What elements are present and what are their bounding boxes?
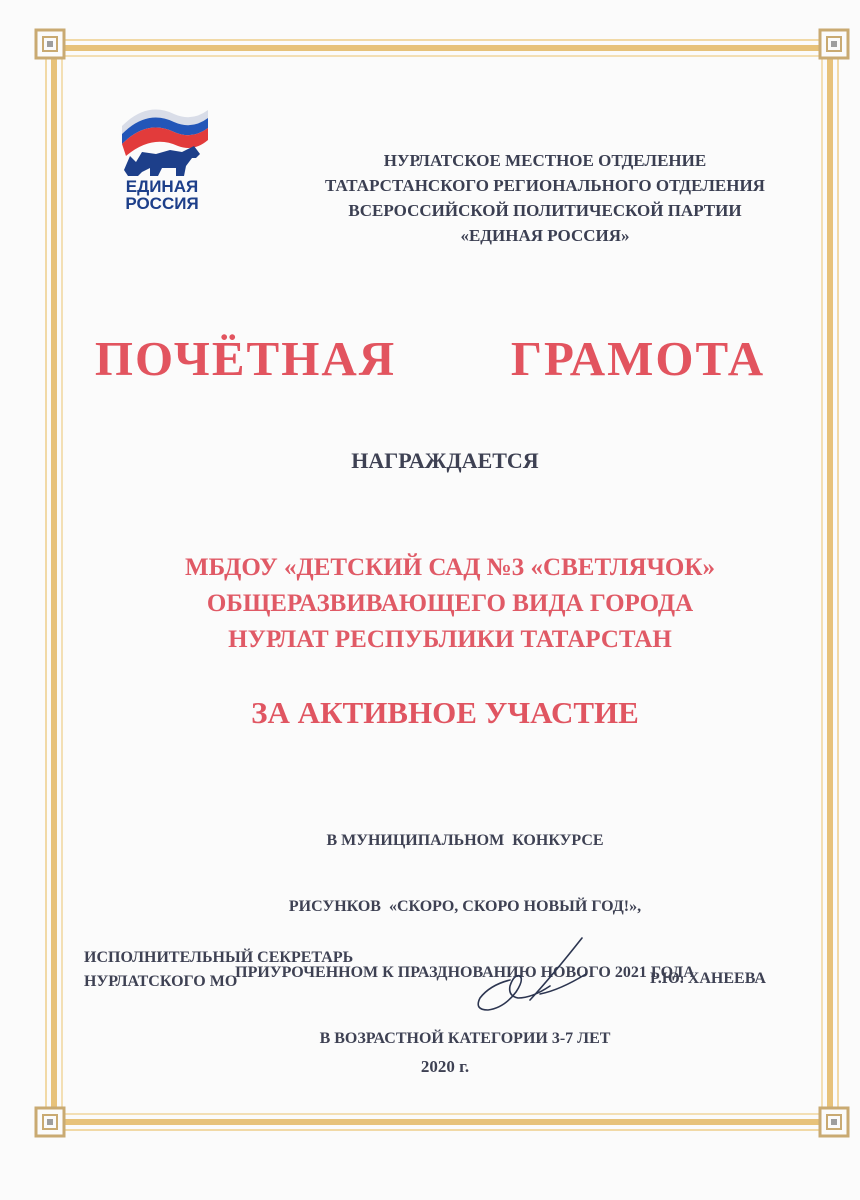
- org-line: ВСЕРОССИЙСКОЙ ПОЛИТИЧЕСКОЙ ПАРТИИ: [348, 201, 742, 220]
- org-line: НУРЛАТСКОЕ МЕСТНОЕ ОТДЕЛЕНИЕ: [383, 151, 707, 170]
- details-line: РИСУНКОВ «СКОРО, СКОРО НОВЫЙ ГОД!»,: [288, 898, 642, 915]
- awarded-label: НАГРАЖДАЕТСЯ: [351, 448, 539, 473]
- signatory-position: [84, 946, 444, 994]
- signatory-name: Р.Ю. ХАНЕЕВА: [650, 970, 766, 987]
- award-reason: ЗА АКТИВНОЕ УЧАСТИЕ: [251, 695, 639, 730]
- recipient-line: МБДОУ «ДЕТСКИЙ САД №3 «СВЕТЛЯЧОК»: [184, 554, 715, 581]
- issuing-organization: [270, 148, 820, 248]
- certificate-title: ПОЧЁТНАЯ ГРАМОТА: [94, 331, 766, 386]
- recipient-line: ОБЩЕРАЗВИВАЮЩЕГО ВИДА ГОРОДА: [206, 590, 694, 617]
- recipient-line: НУРЛАТ РЕСПУБЛИКИ ТАТАРСТАН: [228, 626, 672, 653]
- party-logo-wordmark: [112, 178, 212, 212]
- logo-line-2: РОССИЯ: [125, 194, 199, 213]
- details-line: В ВОЗРАСТНОЙ КАТЕГОРИИ 3-7 ЛЕТ: [319, 1030, 611, 1047]
- corner-ornament-top-left: [36, 30, 64, 58]
- position-line-2: НУРЛАТСКОГО МО: [84, 973, 238, 990]
- org-line: «ЕДИНАЯ РОССИЯ»: [460, 226, 630, 245]
- corner-ornament-top-right: [820, 30, 848, 58]
- contest-details: [120, 786, 810, 1094]
- position-line-1: ИСПОЛНИТЕЛЬНЫЙ СЕКРЕТАРЬ: [84, 949, 354, 966]
- logo-line-1: ЕДИНАЯ: [125, 177, 199, 196]
- corner-ornament-bottom-left: [36, 1108, 64, 1136]
- issue-year: 2020 г.: [420, 1057, 470, 1076]
- details-line: В МУНИЦИПАЛЬНОМ КОНКУРСЕ: [326, 832, 604, 849]
- recipient-name: [80, 550, 820, 658]
- org-line: ТАТАРСТАНСКОГО РЕГИОНАЛЬНОГО ОТДЕЛЕНИЯ: [325, 176, 765, 195]
- corner-ornament-bottom-right: [820, 1108, 848, 1136]
- handwritten-signature: [470, 930, 590, 1020]
- details-line: ПРИУРОЧЕННОМ К ПРАЗДНОВАНИЮ НОВОГО 2021 ГОДА: [235, 964, 695, 981]
